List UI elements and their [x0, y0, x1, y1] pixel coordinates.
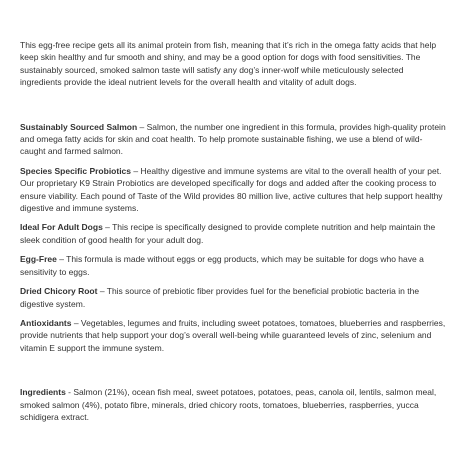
product-description	[20, 39, 446, 432]
feature-term: Antioxidants	[20, 317, 72, 328]
feature-egg-free	[20, 253, 446, 278]
feature-text: – Healthy digestive and immune systems are vital to the overall health of your pet. Our proprietary K9 Strain Probiotics are developed specifically for dogs and added after the cooking process to ensure viability. Each pound of Taste of the Wild provides 80 million live, active cultures that help support healthy digestive and immune systems.	[20, 165, 443, 214]
feature-antioxidants	[20, 317, 446, 354]
feature-term: Egg-Free	[20, 254, 57, 265]
feature-chicory-root	[20, 285, 446, 310]
ingredients-text: - Salmon (21%), ocean fish meal, sweet potatoes, potatoes, peas, canola oil, lentils, salmon meal, smoked salmon (4%), potato fibre, minerals, dried chicory roots, tomatoes, blueberries, raspberries, yucca schidigera extract.	[20, 387, 437, 422]
feature-term: Dried Chicory Root	[20, 286, 98, 297]
feature-term: Sustainably Sourced Salmon	[20, 121, 138, 132]
feature-probiotics	[20, 165, 446, 215]
feature-adult-dogs	[20, 221, 446, 246]
feature-term: Ideal For Adult Dogs	[20, 222, 103, 233]
feature-text: – Salmon, the number one ingredient in this formula, provides high-quality protein and omega fatty acids for skin and coat health. To help promote sustainable fishing, we use a blend of wild-caught and farmed salmon.	[20, 121, 446, 157]
feature-text: – This recipe is specifically designed to provide complete nutrition and help maintain the sleek condition of good health for your adult dog.	[20, 222, 436, 245]
ingredients-term: Ingredients	[20, 387, 66, 398]
feature-text: – This source of prebiotic fiber provides fuel for the beneficial probiotic bacteria in the digestive system.	[20, 286, 420, 309]
intro-paragraph: This egg-free recipe gets all its animal protein from fish, meaning that it’s rich in the omega fatty acids that help keep skin healthy and fur smooth and shiny, and may be a good option for dogs with food sensitivities. The sustainably sourced, smoked salmon taste will satisfy any dog’s inner-wolf while meticulously selected ingredients provide the ideal nutrient levels for the overall health and vitality of adult dogs.	[20, 40, 437, 88]
feature-term: Species Specific Probiotics	[20, 165, 132, 176]
ingredients-paragraph	[20, 386, 446, 423]
feature-list	[20, 121, 446, 355]
feature-text: – This formula is made without eggs or egg products, which may be suitable for dogs who have a sensitivity to eggs.	[20, 254, 424, 277]
feature-text: – Vegetables, legumes and fruits, including sweet potatoes, tomatoes, blueberries and raspberries, provide nutrients that help support your dog’s overall well-being while guaranteed levels of zinc, selenium and vitamin E support the immune system.	[20, 317, 446, 353]
feature-salmon	[20, 121, 446, 158]
